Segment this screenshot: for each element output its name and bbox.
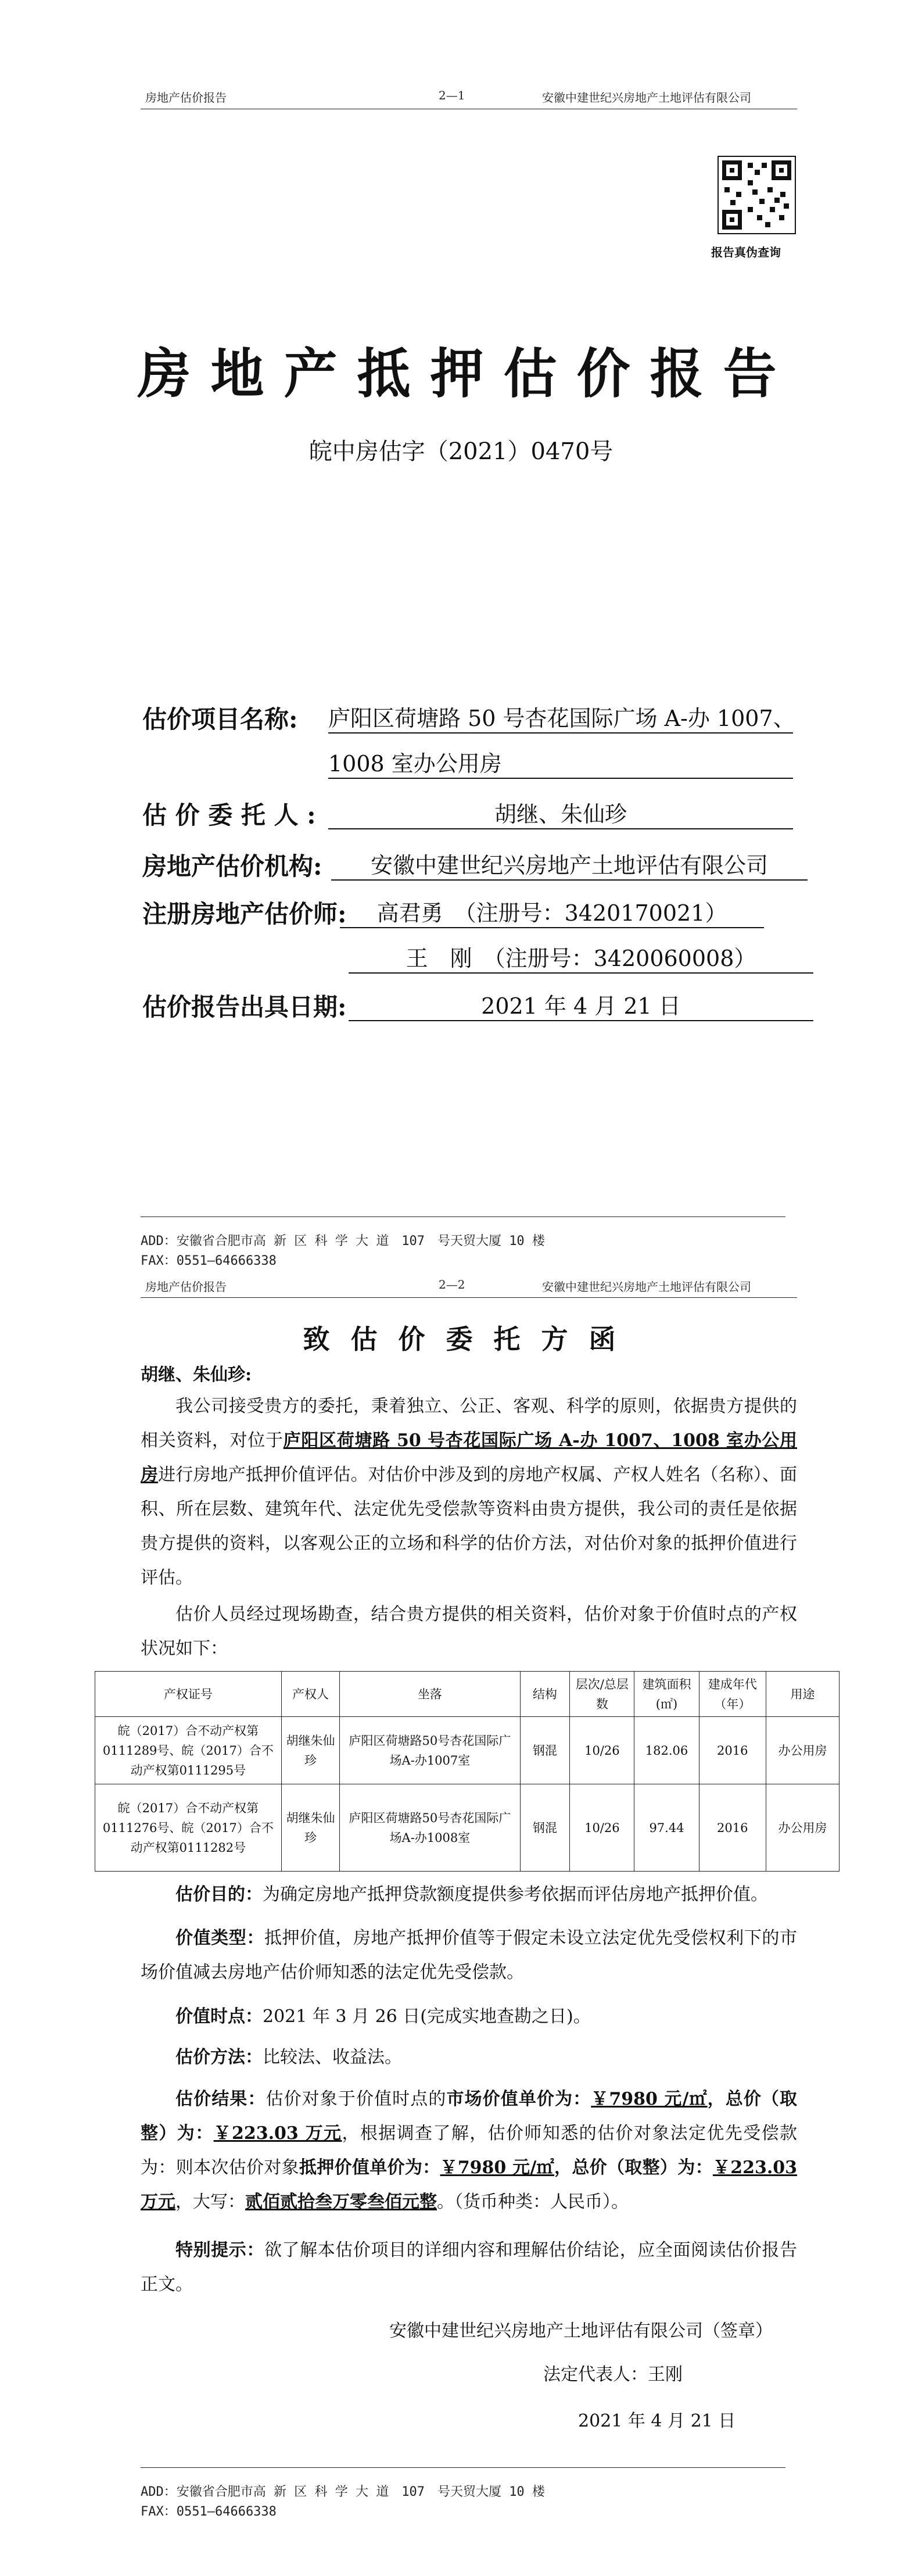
table-header: 产权人 <box>281 1672 340 1717</box>
agency-value: 安徽中建世纪兴房地产土地评估有限公司 <box>331 847 808 881</box>
para1-text-b: 进行房地产抵押价值评估。对估价中涉及到的房地产权属、产权人姓名（名称）、面积、所在层数、建筑年代、法定优先受偿款等资料由贵方提供，我公司的责任是依据贵方提供的资料，以客观公正的立场和科学的估价方法，对估价对象的抵押价值进行评估。 <box>141 1465 798 1588</box>
page2-header-rule <box>141 1297 797 1298</box>
para1-text-a: 我公司接受贵方的委托，秉着独立、公正、客观、科学的原则，依据贵方提供的相关资料，对位于 <box>141 1396 797 1451</box>
result-text-3: 则本次估价对象 <box>175 2158 299 2178</box>
method-text: 比较法、收益法。 <box>263 2047 402 2067</box>
salutation: 胡继、朱仙珍: <box>141 1365 252 1385</box>
result-total-label: ，总价（取整）为： <box>141 2089 798 2144</box>
table-header: 结构 <box>520 1672 570 1717</box>
note-label: 特别提示： <box>175 2240 264 2260</box>
value-type-text: 抵押价值，房地产抵押价值等于假定未设立法定优先受偿权利下的市场价值减去房地产估价师知悉的法定优先受偿款。 <box>141 1928 798 1983</box>
table-cell: 办公用房 <box>766 1717 839 1784</box>
para1-property-address: 庐阳区荷塘路 50 号杏花国际广场 A-办 1007、1008 室办公用房 <box>141 1430 797 1485</box>
table-header: 建成年代（年） <box>699 1672 766 1717</box>
signature-representative: 法定代表人：王刚 <box>543 2364 683 2385</box>
appraiser-1-value: 高君勇 （注册号：3420170021） <box>340 895 764 928</box>
table-header: 层次/总层数 <box>570 1672 634 1717</box>
result-mortgage-total-label: ，总价（取整）为： <box>554 2158 713 2178</box>
signature-date: 2021 年 4 月 21 日 <box>578 2411 736 2431</box>
result-text-2: ，根据调查了解，估价师知悉的估价对象法定优先受偿款为： <box>141 2123 798 2178</box>
page2-footer-fax: FAX：0551—64666338 <box>141 2505 277 2519</box>
value-type-label: 价值类型： <box>175 1928 264 1948</box>
client-value: 胡继、朱仙珍 <box>328 796 793 829</box>
project-name-value-line1: 庐阳区荷塘路 50 号杏花国际广场 A-办 1007、 <box>328 700 793 734</box>
page1-footer-fax: FAX：0551—64666338 <box>141 1254 277 1268</box>
method-label: 估价方法： <box>175 2047 263 2067</box>
table-cell: 97.44 <box>634 1784 699 1872</box>
appraiser-2-value: 王 刚 （注册号：3420060008） <box>349 940 813 974</box>
result-label: 估价结果： <box>175 2089 266 2109</box>
paragraph-purpose <box>141 1877 797 1912</box>
table-cell: 2016 <box>699 1784 766 1872</box>
page1-header-left: 房地产估价报告 <box>145 91 227 105</box>
purpose-text: 为确定房地产抵押贷款额度提供参考依据而评估房地产抵押价值。 <box>263 1884 768 1905</box>
letter-title: 致估价委托方函 <box>303 1323 637 1355</box>
document-number: 皖中房估字（2021）0470号 <box>308 438 614 465</box>
result-amount-in-words: 贰佰贰拾叁万零叁佰元整 <box>245 2192 437 2212</box>
paragraph-value-time <box>141 1999 797 2034</box>
table-header: 用途 <box>766 1672 839 1717</box>
table-cell: 2016 <box>699 1717 766 1784</box>
table-cell: 胡继朱仙珍 <box>281 1717 340 1784</box>
report-date-label: 估价报告出具日期: <box>142 993 347 1021</box>
result-mortgage-label: 抵押价值单价为： <box>299 2158 440 2178</box>
paragraph-intro <box>141 1389 797 1595</box>
table-cell: 庐阳区荷塘路50号杏花国际广场A-办1007室 <box>340 1717 520 1784</box>
page2-footer-address: ADD：安徽省合肥市高 新 区 科 学 大 道 107 号天贸大厦 10 楼 <box>141 2485 545 2499</box>
result-text-5: 。（货币种类：人民币）。 <box>437 2192 629 2212</box>
agency-label: 房地产估价机构: <box>142 852 322 881</box>
report-date-value: 2021 年 4 月 21 日 <box>349 988 813 1021</box>
page2-header-left: 房地产估价报告 <box>145 1280 227 1294</box>
purpose-label: 估价目的： <box>175 1884 263 1905</box>
paragraph-method <box>141 2040 797 2074</box>
table-cell: 胡继朱仙珍 <box>281 1784 340 1872</box>
result-mortgage-total: ￥223.03 万元 <box>141 2158 798 2212</box>
client-label: 估 价 委 托 人 : <box>142 801 316 829</box>
project-name-label: 估价项目名称: <box>142 705 298 734</box>
property-table <box>95 1671 840 1872</box>
result-market-unit-price: ￥7980 元/㎡ <box>591 2089 708 2109</box>
page1-header-page: 2—1 <box>439 88 465 102</box>
table-row <box>95 1784 840 1872</box>
project-name-value-line2: 1008 室办公用房 <box>328 746 793 779</box>
table-cell: 钢混 <box>520 1784 570 1872</box>
value-time-label: 价值时点： <box>175 2006 263 2027</box>
page2-header-right: 安徽中建世纪兴房地产土地评估有限公司 <box>542 1280 751 1294</box>
qr-code-icon <box>717 156 796 234</box>
table-cell: 10/26 <box>570 1784 634 1872</box>
paragraph-note <box>141 2233 797 2302</box>
qr-caption: 报告真伪查询 <box>711 245 781 259</box>
result-text-4: ，大写： <box>175 2192 245 2212</box>
report-title: 房地产抵押估价报告 <box>137 342 797 405</box>
table-header: 产权证号 <box>95 1672 282 1717</box>
table-cell: 10/26 <box>570 1717 634 1784</box>
paragraph-value-type <box>141 1921 797 1990</box>
result-mortgage-unit-price: ￥7980 元/㎡ <box>440 2158 554 2178</box>
table-cell: 钢混 <box>520 1717 570 1784</box>
table-cell: 皖（2017）合不动产权第0111289号、皖（2017）合不动产权第0111295号 <box>95 1717 282 1784</box>
result-text-1: 估价对象于价值时点的 <box>266 2089 447 2109</box>
result-market-label: 市场价值单价为： <box>446 2089 591 2109</box>
appraiser-label: 注册房地产估价师: <box>142 900 347 928</box>
page2-header-page: 2—2 <box>439 1278 465 1291</box>
result-market-total: ￥223.03 万元 <box>213 2123 342 2144</box>
value-time-text: 2021 年 3 月 26 日(完成实地查勘之日)。 <box>263 2006 591 2027</box>
page1-footer-address: ADD：安徽省合肥市高 新 区 科 学 大 道 107 号天贸大厦 10 楼 <box>141 1234 545 1248</box>
paragraph-survey: 估价人员经过现场勘查，结合贵方提供的相关资料，估价对象于价值时点的产权状况如下： <box>141 1604 797 1659</box>
table-cell: 办公用房 <box>766 1784 839 1872</box>
table-cell: 182.06 <box>634 1717 699 1784</box>
signature-company: 安徽中建世纪兴房地产土地评估有限公司（签章） <box>389 2321 773 2341</box>
table-cell: 庐阳区荷塘路50号杏花国际广场A-办1008室 <box>340 1784 520 1872</box>
table-row <box>95 1717 840 1784</box>
table-header: 坐落 <box>340 1672 520 1717</box>
paragraph-result <box>141 2082 797 2219</box>
table-cell: 皖（2017）合不动产权第0111276号、皖（2017）合不动产权第0111282号 <box>95 1784 282 1872</box>
page2-footer-rule <box>141 2467 785 2468</box>
table-header: 建筑面积(㎡) <box>634 1672 699 1717</box>
note-text: 欲了解本估价项目的详细内容和理解估价结论，应全面阅读估价报告正文。 <box>141 2240 798 2295</box>
page1-header-right: 安徽中建世纪兴房地产土地评估有限公司 <box>542 91 751 105</box>
